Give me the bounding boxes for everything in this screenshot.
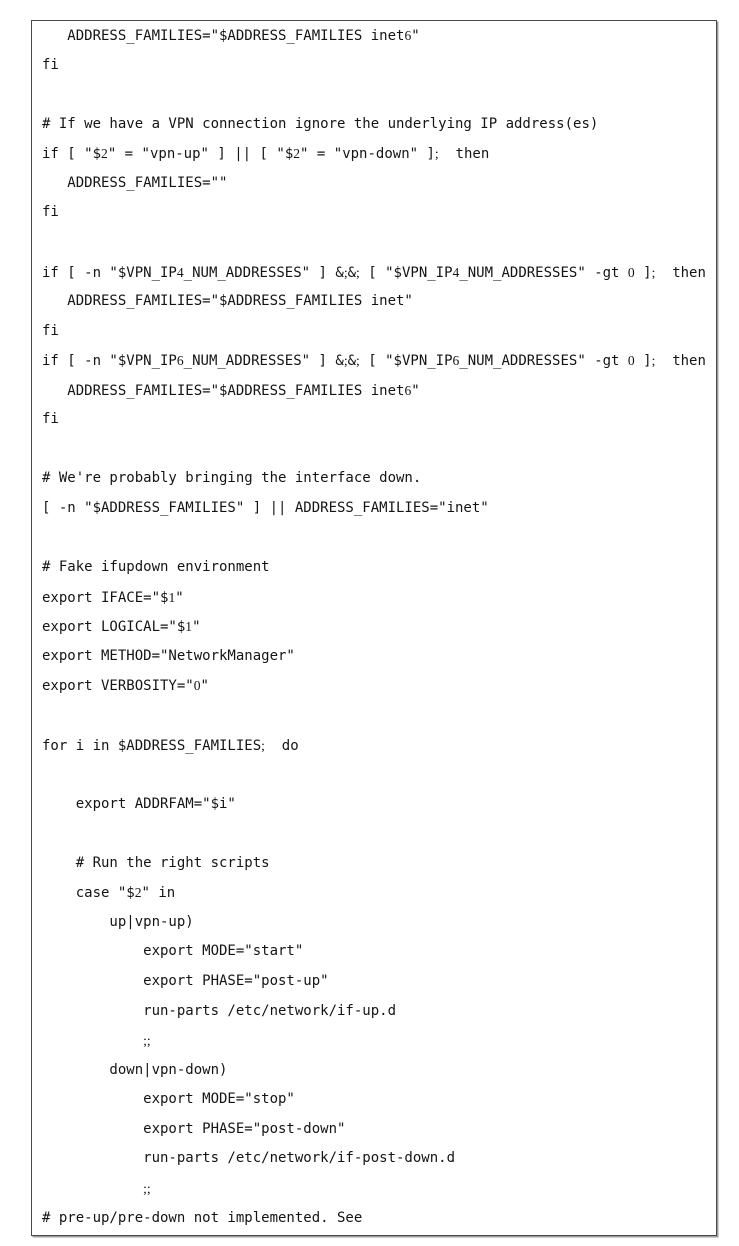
code-line: ADDRESS_FAMILIES="$ADDRESS_FAMILIES inet6" xyxy=(42,382,420,399)
code-line: export MODE="stop" xyxy=(42,1091,295,1108)
code-line: export PHASE="post-down" xyxy=(42,1120,346,1137)
code-line: ;; xyxy=(143,1180,151,1196)
code-line: ADDRESS_FAMILIES="$ADDRESS_FAMILIES inet6" xyxy=(42,28,420,44)
code-line xyxy=(42,760,710,790)
code-line: for i in $ADDRESS_FAMILIES; do xyxy=(42,737,299,754)
code-line: # Fake ifupdown environment xyxy=(42,559,270,576)
code-line xyxy=(42,524,710,554)
code-line: export MODE="start" xyxy=(42,943,304,960)
code-block xyxy=(32,21,716,1235)
code-line xyxy=(42,228,710,258)
code-line: up|vpn-up) xyxy=(42,913,194,930)
code-line: # Run the right scripts xyxy=(42,854,270,871)
code-line: run-parts /etc/network/if-up.d xyxy=(42,1002,397,1019)
code-line: fi xyxy=(42,322,59,339)
code-line: [ -n "$ADDRESS_FAMILIES" ] || ADDRESS_FAMILIES="inet" xyxy=(42,500,489,516)
code-line xyxy=(42,819,710,849)
code-line: if [ "$2" = "vpn-up" ] || [ "$2" = "vpn-down" ]; then xyxy=(42,146,490,163)
code-line: ADDRESS_FAMILIES="" xyxy=(42,174,228,191)
code-line: case "$2" in xyxy=(42,885,176,902)
code-line: down|vpn-down) xyxy=(42,1061,228,1078)
code-line: export PHASE="post-up" xyxy=(42,973,329,989)
code-line: ADDRESS_FAMILIES="$ADDRESS_FAMILIES inet" xyxy=(42,293,413,310)
code-line: # pre-up/pre-down not implemented. See xyxy=(42,1209,363,1226)
code-line: run-parts /etc/network/if-post-down.d xyxy=(42,1150,456,1167)
code-line xyxy=(42,701,710,731)
code-line: if [ -n "$VPN_IP4_NUM_ADDRESSES" ] &;&; [ "$VPN_IP4_NUM_ADDRESSES" -gt 0 ]; then xyxy=(42,264,706,281)
code-line: fi xyxy=(42,411,59,428)
code-line: export ADDRFAM="$i" xyxy=(42,795,236,812)
code-line: export VERBOSITY="0" xyxy=(42,678,209,695)
code-line: fi xyxy=(42,204,59,221)
code-line: # If we have a VPN connection ignore the underlying IP address(es) xyxy=(42,115,599,132)
code-line: export IFACE="$1" xyxy=(42,589,184,606)
code-line xyxy=(42,435,710,465)
code-listing-box xyxy=(31,20,717,1236)
code-line: # We're probably bringing the interface down. xyxy=(42,470,422,487)
code-line: ;; xyxy=(143,1033,151,1049)
code-line xyxy=(42,80,710,110)
code-line: export LOGICAL="$1" xyxy=(42,619,201,636)
code-line: if [ -n "$VPN_IP6_NUM_ADDRESSES" ] &;&; [ "$VPN_IP6_NUM_ADDRESSES" -gt 0 ]; then xyxy=(42,353,706,370)
code-line: export METHOD="NetworkManager" xyxy=(42,647,295,664)
code-line: fi xyxy=(42,56,59,73)
